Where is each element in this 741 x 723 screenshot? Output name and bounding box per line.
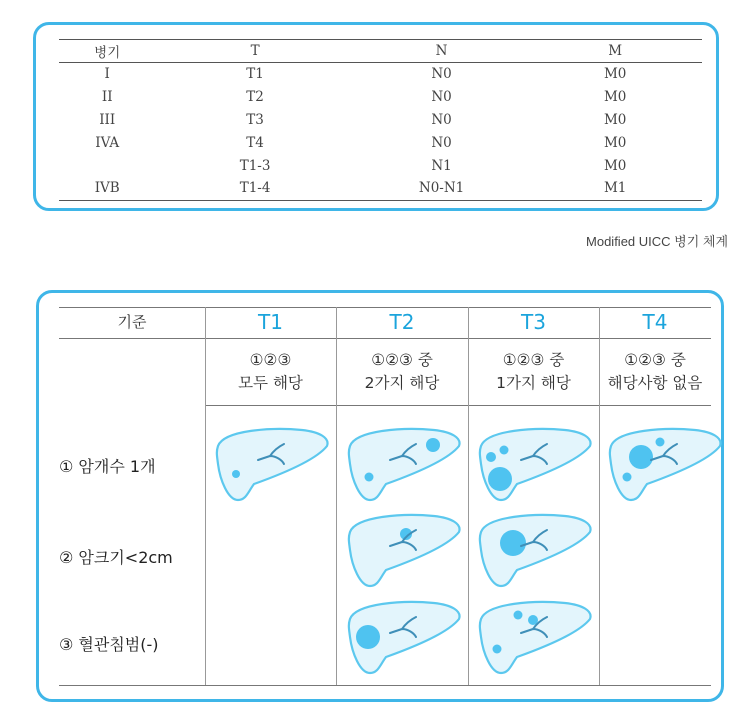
cell-t: T1-4 (155, 177, 354, 200)
desc-line1: ①②③ 중 (624, 351, 686, 369)
cell-stage: II (101, 89, 113, 106)
header-m: M (528, 40, 702, 63)
cell-n: N0 (431, 89, 452, 106)
cell-t: T4 (246, 134, 264, 151)
cell-t: T1-3 (239, 157, 271, 174)
cell-m: M0 (603, 111, 627, 128)
tumor-mark (514, 611, 523, 620)
cell-n: N0 (431, 134, 452, 151)
table-row (59, 131, 702, 154)
cell-stage: III (99, 111, 116, 128)
tumor-mark (656, 438, 665, 447)
staging-table-box (33, 22, 719, 211)
cell-m: M0 (603, 66, 627, 83)
table-row (59, 109, 702, 132)
tumor-mark (488, 467, 512, 491)
tumor-mark (426, 438, 440, 452)
tumor-mark (629, 445, 653, 469)
liver-illustration (605, 424, 725, 504)
column-desc-t4 (599, 349, 711, 397)
column-header-t2: T2 (389, 310, 415, 334)
column-desc-t3 (468, 349, 599, 397)
table-row (59, 63, 702, 86)
desc-line2: 1가지 해당 (496, 374, 571, 392)
header-n: N (355, 40, 529, 63)
desc-line1: ①②③ 중 (371, 351, 433, 369)
criteria-corner-label: 기준 (117, 313, 147, 331)
grid-line-desc (205, 405, 711, 406)
criteria-table-box (36, 290, 724, 702)
criteria-grid (59, 307, 711, 686)
cell-m: M0 (603, 157, 627, 174)
cell-n: N0 (431, 66, 452, 83)
liver-illustration (475, 424, 595, 504)
tumor-mark (365, 473, 374, 482)
liver-illustration (475, 510, 595, 590)
tumor-mark (500, 446, 509, 455)
table-header-row (59, 40, 702, 63)
liver-illustration (344, 424, 464, 504)
table-caption: Modified UICC 병기 체계 (586, 234, 728, 249)
cell-t: T3 (246, 111, 264, 128)
tumor-mark (232, 470, 240, 478)
cell-stage: IVB (59, 177, 155, 200)
liver-illustration (212, 424, 332, 504)
tumor-mark (623, 473, 632, 482)
cell-t: T2 (246, 89, 264, 106)
liver-illustration (475, 597, 595, 677)
table-row (59, 154, 702, 177)
liver-illustration (344, 597, 464, 677)
cell-n: N0 (431, 111, 452, 128)
table-row (59, 177, 702, 200)
desc-line2: 2가지 해당 (364, 374, 440, 392)
tumor-mark (500, 530, 526, 556)
staging-table (59, 39, 702, 201)
criterion-vascular-invasion: ③ 혈관침범(-) (59, 635, 159, 654)
cell-n: N1 (431, 157, 452, 174)
cell-m: M0 (603, 134, 627, 151)
criterion-tumor-size: ② 암크기<2cm (59, 548, 173, 567)
cell-m: M0 (603, 89, 627, 106)
grid-line-header (59, 338, 711, 339)
tumor-mark (486, 452, 496, 462)
table-row (59, 86, 702, 109)
column-header-t4: T4 (642, 310, 668, 334)
liver-illustration (344, 510, 464, 590)
tumor-mark (493, 645, 502, 654)
column-desc-t1 (205, 349, 336, 397)
criterion-tumor-count: ① 암개수 1개 (59, 457, 156, 476)
grid-line-bottom (59, 685, 711, 686)
desc-line1: ①②③ 중 (502, 351, 565, 369)
column-desc-t2 (336, 349, 468, 397)
header-stage: 병기 (59, 40, 155, 63)
cell-t: T1 (246, 66, 264, 83)
desc-line2: 모두 해당 (238, 374, 303, 392)
column-header-t3: T3 (521, 310, 546, 334)
header-t: T (155, 40, 354, 63)
cell-n: N0-N1 (355, 177, 529, 200)
tumor-mark (356, 625, 380, 649)
cell-stage (59, 154, 155, 177)
cell-stage: IVA (95, 134, 120, 151)
cell-stage: I (104, 66, 110, 83)
desc-line2: 해당사항 없음 (607, 374, 703, 392)
desc-line1: ①②③ (249, 351, 292, 369)
column-header-t1: T1 (258, 310, 283, 334)
cell-m: M1 (528, 177, 702, 200)
